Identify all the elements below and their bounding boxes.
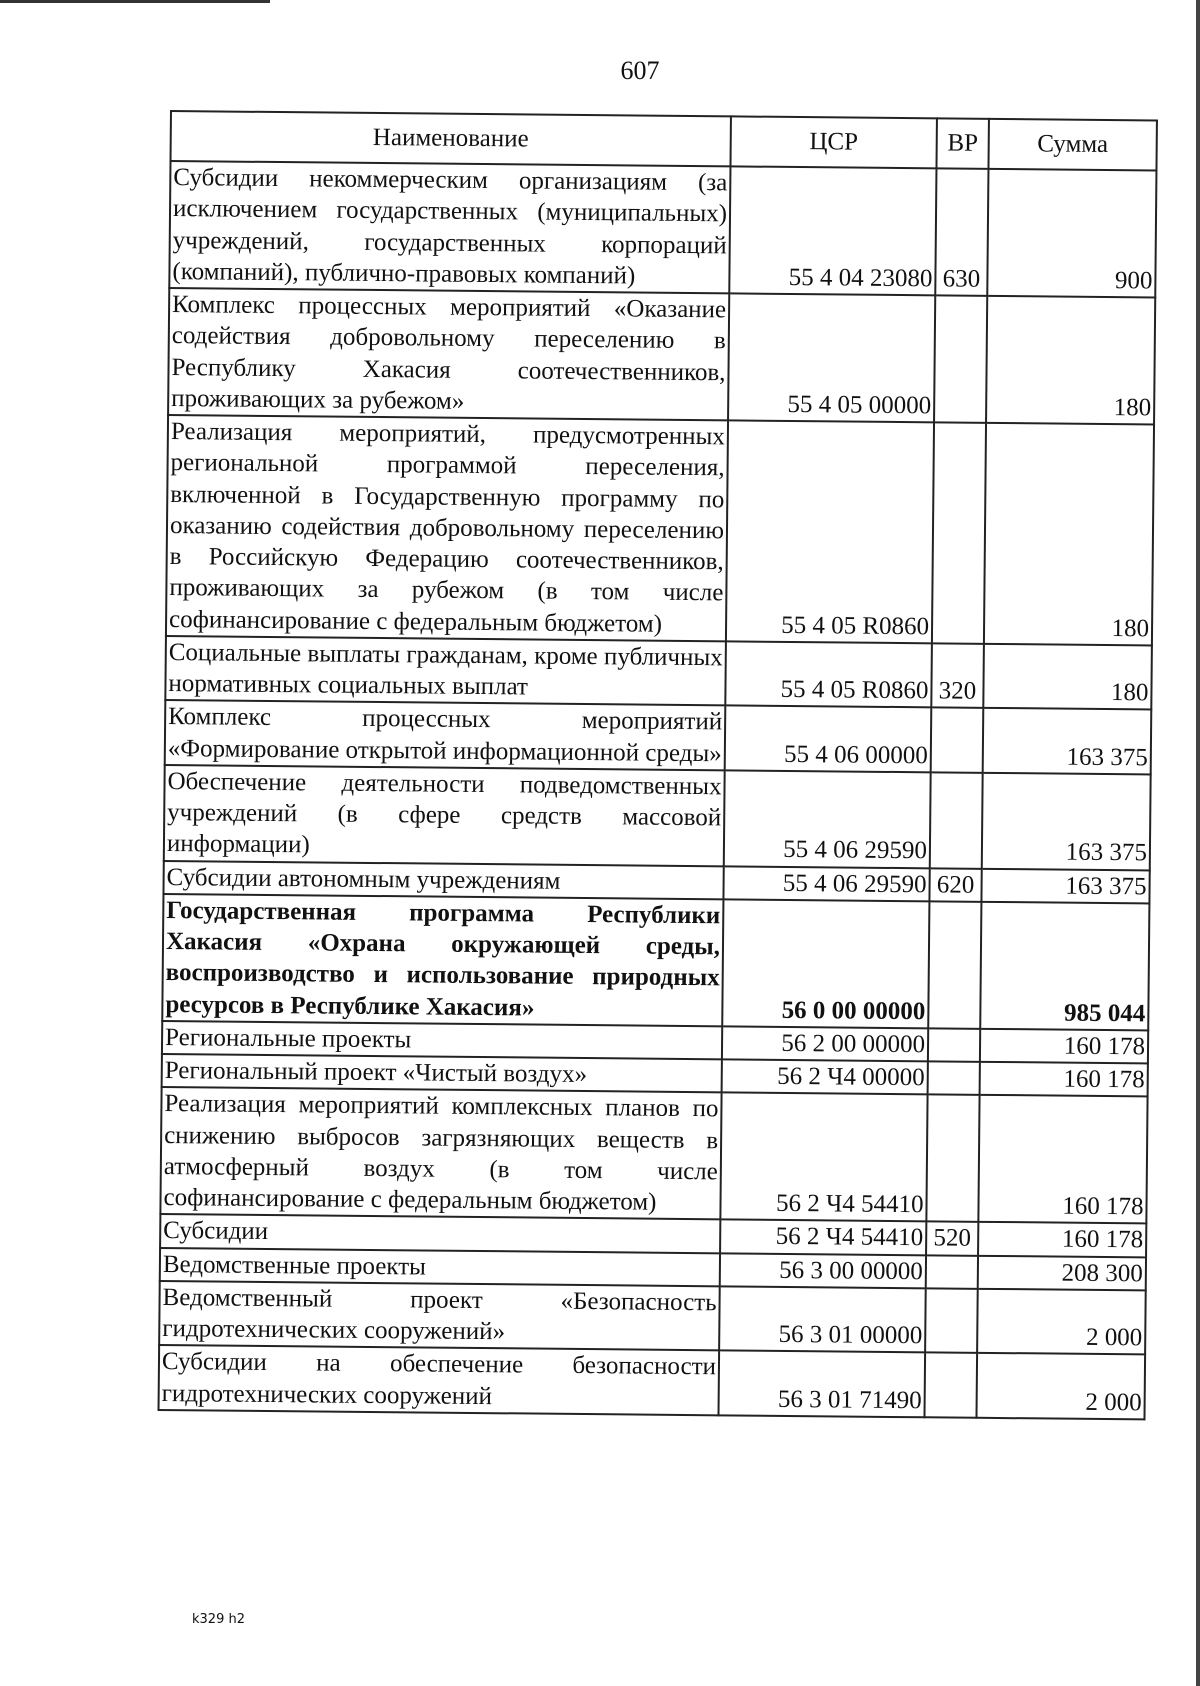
row-sum-cell: 180	[986, 296, 1155, 425]
row-sum-cell: 2 000	[977, 1289, 1146, 1355]
row-csr-cell: 56 0 00 00000	[722, 899, 929, 1028]
row-name-cell: Обеспечение деятельности подведомственных учреждений (в сфере средств массовой информации)	[164, 765, 725, 866]
row-name-cell: Комплекс процессных мероприятий «Формирование открытой информационной среды»	[165, 700, 726, 770]
row-sum-cell: 163 375	[983, 708, 1152, 774]
row-name-cell: Комплекс процессных мероприятий «Оказание содействия добровольному переселению в Республику Хакасия соотечественников, проживающих за рубежом»	[168, 288, 729, 420]
table-row	[168, 288, 1155, 424]
row-csr-cell: 55 4 06 29590	[724, 770, 931, 868]
row-vr-cell	[934, 295, 987, 422]
row-name-cell: Субсидии автономным учреждениям	[163, 860, 723, 899]
row-csr-cell: 56 2 Ч4 54410	[720, 1220, 926, 1255]
row-name-cell: Реализация мероприятий, предусмотренных региональной программой переселения, включенной в Государственную программу по оказанию содействия добровольному переселению в Российскую Федерацию соотечественников, проживающих за рубежом (в том числе софинансирование с федеральным бюджетом)	[166, 415, 728, 641]
table-row	[169, 161, 1156, 297]
row-name-cell: Региональные проекты	[162, 1021, 722, 1060]
scan-border-right	[1196, 0, 1200, 1686]
row-csr-cell: 55 4 06 29590	[723, 866, 929, 901]
row-vr-cell	[928, 901, 981, 1028]
footer-code: k329 h2	[192, 1612, 245, 1627]
row-name-cell: Ведомственные проекты	[160, 1247, 720, 1286]
row-vr-cell: 320	[931, 643, 984, 708]
row-sum-cell: 160 178	[980, 1062, 1148, 1097]
row-name-cell: Социальные выплаты гражданам, кроме публичных нормативных социальных выплат	[165, 636, 726, 706]
row-vr-cell	[928, 1061, 980, 1095]
row-name-cell: Субсидии	[160, 1214, 720, 1253]
row-csr-cell: 56 3 01 71490	[718, 1351, 925, 1417]
row-csr-cell: 55 4 05 R0860	[725, 641, 932, 707]
table-row	[166, 415, 1154, 645]
row-sum-cell: 985 044	[980, 902, 1149, 1031]
header-name: Наименование	[171, 111, 731, 166]
row-csr-cell: 56 2 00 00000	[722, 1026, 928, 1061]
row-name-cell: Реализация мероприятий комплексных планов по снижению выбросов загрязняющих веществ в атмосферный воздух (в том числе софинансирование с федеральным бюджетом)	[160, 1087, 721, 1219]
row-csr-cell: 55 4 06 00000	[725, 706, 932, 772]
row-sum-cell: 163 375	[981, 868, 1149, 903]
row-vr-cell: 630	[935, 168, 988, 295]
row-name-cell: Ведомственный проект «Безопасность гидротехнических сооружений»	[159, 1281, 720, 1351]
row-vr-cell	[926, 1095, 979, 1222]
row-sum-cell: 180	[983, 644, 1152, 710]
row-sum-cell: 208 300	[978, 1255, 1146, 1290]
row-name-cell: Субсидии некоммерческим организациям (за исключением государственных (муниципальных) учреждений, государственных корпораций (компаний), публично-правовых компаний)	[169, 161, 730, 293]
table-row	[160, 1087, 1147, 1223]
row-csr-cell: 56 3 01 00000	[719, 1286, 926, 1352]
row-csr-cell: 56 3 00 00000	[720, 1253, 926, 1288]
row-csr-cell: 55 4 05 R0860	[726, 420, 934, 643]
row-csr-cell: 56 2 Ч4 54410	[720, 1093, 927, 1222]
budget-table	[158, 110, 1158, 1420]
row-name-cell: Государственная программа Республики Хакасия «Охрана окружающей среды, воспроизводство и использование природных ресурсов в Республике Хакасия»	[162, 894, 723, 1026]
row-vr-cell	[930, 772, 983, 868]
row-csr-cell: 56 2 Ч4 00000	[722, 1059, 928, 1094]
row-sum-cell: 160 178	[980, 1029, 1148, 1064]
row-name-cell: Региональный проект «Чистый воздух»	[162, 1054, 722, 1093]
row-sum-cell: 160 178	[978, 1222, 1146, 1257]
table-row	[162, 894, 1149, 1030]
row-name-cell: Субсидии на обеспечение безопасности гидротехнических сооружений	[159, 1345, 720, 1415]
header-csr: ЦСР	[730, 116, 936, 168]
page-number: 607	[620, 56, 660, 85]
row-sum-cell: 160 178	[978, 1095, 1147, 1224]
row-csr-cell: 55 4 05 00000	[728, 293, 935, 422]
table-row	[164, 765, 1151, 870]
row-vr-cell	[931, 708, 984, 773]
row-csr-cell: 55 4 04 23080	[729, 166, 936, 295]
table-row	[165, 636, 1152, 710]
row-vr-cell: 520	[926, 1222, 978, 1256]
table-row	[159, 1345, 1146, 1419]
row-vr-cell	[926, 1255, 978, 1289]
row-sum-cell: 900	[987, 169, 1156, 298]
row-vr-cell: 620	[929, 868, 981, 902]
row-vr-cell	[925, 1288, 978, 1353]
header-vr: ВР	[936, 118, 988, 168]
table-row	[165, 700, 1152, 774]
scan-border-top	[0, 0, 270, 3]
row-sum-cell: 163 375	[982, 773, 1151, 870]
table-row	[159, 1281, 1146, 1355]
row-sum-cell: 2 000	[976, 1353, 1145, 1419]
row-vr-cell	[932, 422, 986, 643]
row-sum-cell: 180	[984, 423, 1154, 645]
row-vr-cell	[924, 1353, 977, 1418]
row-vr-cell	[928, 1028, 980, 1062]
header-sum: Сумма	[988, 119, 1156, 171]
